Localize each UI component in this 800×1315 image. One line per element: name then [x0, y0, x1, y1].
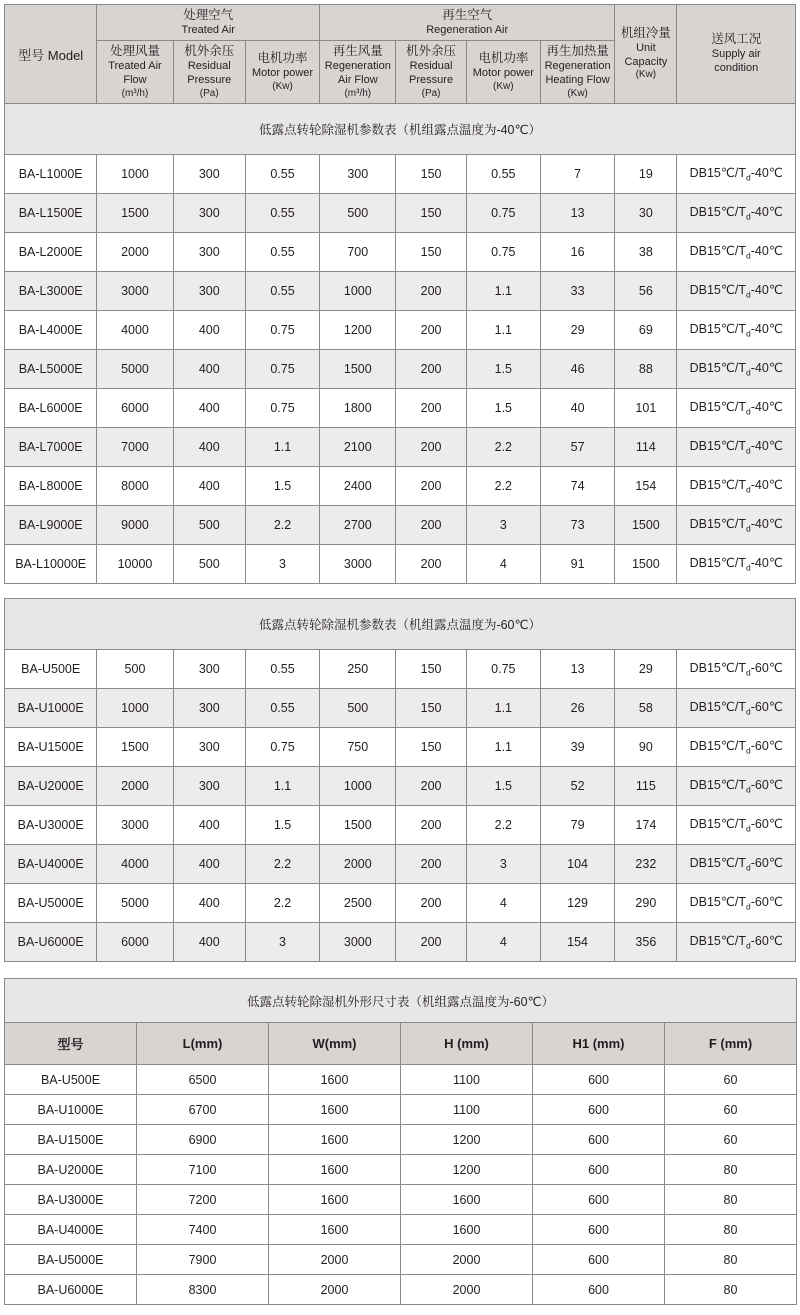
header-height: H (mm) [401, 1023, 533, 1065]
cell-regeneration-motor-power: 1.1 [466, 272, 540, 311]
cell-treated-residual-pressure: 300 [173, 194, 245, 233]
header-treated-residual-pressure: 机外余压 Residual Pressure (Pa) [173, 41, 245, 104]
cell-height1: 600 [533, 1095, 665, 1125]
cell-treated-air-flow: 1000 [97, 155, 173, 194]
cell-regeneration-air-flow: 250 [320, 650, 396, 689]
cell-regeneration-heating-flow: 13 [540, 194, 614, 233]
cell-f: 60 [665, 1095, 797, 1125]
cell-regeneration-residual-pressure: 200 [396, 428, 466, 467]
cell-supply-air-condition: $DB15℃/T_d-40℃$ [677, 389, 796, 428]
table-row [5, 1245, 797, 1275]
table-row [5, 845, 796, 884]
header-f: F (mm) [665, 1023, 797, 1065]
cell-regeneration-heating-flow: 52 [540, 767, 614, 806]
cell-regeneration-heating-flow: 13 [540, 650, 614, 689]
cell-regeneration-air-flow: 3000 [320, 545, 396, 584]
table-row [5, 1185, 797, 1215]
cell-regeneration-heating-flow: 33 [540, 272, 614, 311]
cell-height: 1200 [401, 1155, 533, 1185]
cell-unit-capacity: 19 [615, 155, 677, 194]
cell-model: BA-U1500E [5, 1125, 137, 1155]
cell-treated-residual-pressure: 400 [173, 467, 245, 506]
cell-regeneration-residual-pressure: 200 [396, 767, 466, 806]
cell-height1: 600 [533, 1185, 665, 1215]
cell-treated-motor-power: 1.5 [245, 467, 319, 506]
cell-regeneration-motor-power: 4 [466, 923, 540, 962]
cell-treated-motor-power: 0.75 [245, 389, 319, 428]
cell-model: BA-U4000E [5, 1215, 137, 1245]
cell-regeneration-residual-pressure: 150 [396, 233, 466, 272]
cell-regeneration-heating-flow: 26 [540, 689, 614, 728]
header-regeneration-heating-flow: 再生加热量 Regeneration Heating Flow (Kw) [540, 41, 614, 104]
cell-width: 1600 [269, 1155, 401, 1185]
cell-unit-capacity: 56 [615, 272, 677, 311]
cell-treated-air-flow: 1500 [97, 728, 173, 767]
cell-regeneration-heating-flow: 40 [540, 389, 614, 428]
header-length: L(mm) [137, 1023, 269, 1065]
cell-height1: 600 [533, 1125, 665, 1155]
table-row [5, 389, 796, 428]
dehumidifier-parameter-table [4, 4, 796, 962]
table-row [5, 428, 796, 467]
table-row [5, 272, 796, 311]
table-row [5, 728, 796, 767]
cell-supply-air-condition: $DB15℃/T_d-60℃$ [677, 728, 796, 767]
cell-treated-air-flow: 1000 [97, 689, 173, 728]
cell-regeneration-residual-pressure: 200 [396, 923, 466, 962]
cell-treated-air-flow: 2000 [97, 767, 173, 806]
cell-f: 60 [665, 1065, 797, 1095]
cell-height: 1100 [401, 1095, 533, 1125]
cell-treated-air-flow: 6000 [97, 923, 173, 962]
cell-supply-air-condition: $DB15℃/T_d-60℃$ [677, 806, 796, 845]
header-supply-air-condition: 送风工况 Supply air condition [677, 5, 796, 104]
cell-unit-capacity: 58 [615, 689, 677, 728]
cell-length: 7200 [137, 1185, 269, 1215]
cell-treated-residual-pressure: 300 [173, 767, 245, 806]
dimension-table-wrapper [4, 978, 796, 1305]
cell-regeneration-heating-flow: 16 [540, 233, 614, 272]
dimension-table-body [5, 979, 797, 1305]
cell-treated-motor-power: 1.1 [245, 767, 319, 806]
cell-model: BA-U500E [5, 650, 97, 689]
cell-supply-air-condition: $DB15℃/T_d-40℃$ [677, 311, 796, 350]
cell-regeneration-motor-power: 4 [466, 884, 540, 923]
cell-regeneration-residual-pressure: 200 [396, 506, 466, 545]
cell-regeneration-air-flow: 500 [320, 689, 396, 728]
header-height1: H1 (mm) [533, 1023, 665, 1065]
cell-treated-motor-power: 1.5 [245, 806, 319, 845]
cell-model: BA-L6000E [5, 389, 97, 428]
cell-treated-residual-pressure: 300 [173, 728, 245, 767]
cell-regeneration-residual-pressure: 200 [396, 311, 466, 350]
cell-height1: 600 [533, 1065, 665, 1095]
cell-treated-air-flow: 500 [97, 650, 173, 689]
cell-treated-residual-pressure: 400 [173, 884, 245, 923]
table-row [5, 923, 796, 962]
header-group-regeneration-air: 再生空气 Regeneration Air [320, 5, 615, 41]
cell-height: 1100 [401, 1065, 533, 1095]
spacer-cell [5, 584, 796, 599]
cell-model: BA-L9000E [5, 506, 97, 545]
cell-supply-air-condition: $DB15℃/T_d-40℃$ [677, 428, 796, 467]
cell-supply-air-condition: $DB15℃/T_d-60℃$ [677, 689, 796, 728]
cell-supply-air-condition: $DB15℃/T_d-40℃$ [677, 545, 796, 584]
dimension-table-title: 低露点转轮除湿机外形尺寸表（机组露点温度为-60℃） [5, 979, 797, 1023]
cell-supply-air-condition: $DB15℃/T_d-40℃$ [677, 467, 796, 506]
cell-supply-air-condition: $DB15℃/T_d-60℃$ [677, 923, 796, 962]
cell-regeneration-air-flow: 3000 [320, 923, 396, 962]
cell-treated-motor-power: 0.75 [245, 350, 319, 389]
cell-unit-capacity: 154 [615, 467, 677, 506]
cell-unit-capacity: 290 [615, 884, 677, 923]
cell-supply-air-condition: $DB15℃/T_d-60℃$ [677, 650, 796, 689]
cell-height: 1600 [401, 1215, 533, 1245]
header-unit-capacity: 机组冷量 Unit Capacity (Kw) [615, 5, 677, 104]
cell-model: BA-U2000E [5, 1155, 137, 1185]
header-model: 型号 [5, 1023, 137, 1065]
cell-treated-motor-power: 0.55 [245, 155, 319, 194]
table-row [5, 311, 796, 350]
cell-treated-residual-pressure: 300 [173, 272, 245, 311]
header-width: W(mm) [269, 1023, 401, 1065]
cell-unit-capacity: 1500 [615, 506, 677, 545]
header-group-row [5, 5, 796, 41]
cell-regeneration-residual-pressure: 150 [396, 194, 466, 233]
cell-f: 80 [665, 1155, 797, 1185]
cell-height: 1600 [401, 1185, 533, 1215]
cell-regeneration-air-flow: 1200 [320, 311, 396, 350]
cell-regeneration-residual-pressure: 200 [396, 467, 466, 506]
cell-regeneration-air-flow: 1500 [320, 350, 396, 389]
section-title-row [5, 104, 796, 155]
header-treated-motor-power: 电机功率 Motor power (Kw) [245, 41, 319, 104]
cell-treated-residual-pressure: 400 [173, 350, 245, 389]
cell-treated-residual-pressure: 300 [173, 155, 245, 194]
cell-supply-air-condition: $DB15℃/T_d-40℃$ [677, 194, 796, 233]
cell-width: 1600 [269, 1215, 401, 1245]
cell-regeneration-heating-flow: 57 [540, 428, 614, 467]
section-title-row [5, 599, 796, 650]
cell-regeneration-heating-flow: 7 [540, 155, 614, 194]
table-header [5, 5, 796, 104]
cell-height: 2000 [401, 1275, 533, 1305]
cell-treated-residual-pressure: 500 [173, 506, 245, 545]
cell-treated-air-flow: 7000 [97, 428, 173, 467]
cell-model: BA-L7000E [5, 428, 97, 467]
cell-regeneration-motor-power: 3 [466, 845, 540, 884]
cell-treated-air-flow: 4000 [97, 311, 173, 350]
table-row [5, 194, 796, 233]
cell-model: BA-L8000E [5, 467, 97, 506]
cell-width: 1600 [269, 1125, 401, 1155]
table-row [5, 884, 796, 923]
cell-regeneration-motor-power: 1.1 [466, 689, 540, 728]
cell-width: 2000 [269, 1275, 401, 1305]
table-row [5, 650, 796, 689]
cell-treated-residual-pressure: 400 [173, 389, 245, 428]
cell-model: BA-U6000E [5, 1275, 137, 1305]
cell-height1: 600 [533, 1275, 665, 1305]
cell-length: 6500 [137, 1065, 269, 1095]
table-row [5, 1065, 797, 1095]
table-section-gap [5, 584, 796, 599]
cell-supply-air-condition: $DB15℃/T_d-60℃$ [677, 845, 796, 884]
header-regeneration-air-flow: 再生风量 Regeneration Air Flow (m³/h) [320, 41, 396, 104]
cell-unit-capacity: 1500 [615, 545, 677, 584]
cell-supply-air-condition: $DB15℃/T_d-40℃$ [677, 233, 796, 272]
cell-regeneration-heating-flow: 74 [540, 467, 614, 506]
cell-regeneration-air-flow: 300 [320, 155, 396, 194]
header-group-treated-air: 处理空气 Treated Air [97, 5, 320, 41]
cell-supply-air-condition: $DB15℃/T_d-40℃$ [677, 506, 796, 545]
cell-regeneration-motor-power: 0.75 [466, 233, 540, 272]
cell-treated-motor-power: 0.55 [245, 272, 319, 311]
cell-treated-residual-pressure: 400 [173, 428, 245, 467]
cell-unit-capacity: 115 [615, 767, 677, 806]
cell-regeneration-heating-flow: 29 [540, 311, 614, 350]
cell-length: 8300 [137, 1275, 269, 1305]
cell-treated-air-flow: 9000 [97, 506, 173, 545]
cell-regeneration-heating-flow: 73 [540, 506, 614, 545]
cell-unit-capacity: 69 [615, 311, 677, 350]
table-row [5, 467, 796, 506]
header-regeneration-residual-pressure: 机外余压 Residual Pressure (Pa) [396, 41, 466, 104]
cell-regeneration-motor-power: 1.1 [466, 311, 540, 350]
cell-regeneration-motor-power: 2.2 [466, 467, 540, 506]
table-row [5, 233, 796, 272]
table-row [5, 689, 796, 728]
cell-f: 80 [665, 1215, 797, 1245]
cell-supply-air-condition: $DB15℃/T_d-40℃$ [677, 155, 796, 194]
cell-length: 6700 [137, 1095, 269, 1125]
cell-regeneration-residual-pressure: 150 [396, 650, 466, 689]
cell-regeneration-heating-flow: 79 [540, 806, 614, 845]
dimension-header-row [5, 1023, 797, 1065]
cell-length: 6900 [137, 1125, 269, 1155]
cell-regeneration-air-flow: 2700 [320, 506, 396, 545]
cell-regeneration-air-flow: 1000 [320, 272, 396, 311]
cell-treated-motor-power: 0.55 [245, 650, 319, 689]
cell-model: BA-U3000E [5, 1185, 137, 1215]
cell-unit-capacity: 174 [615, 806, 677, 845]
cell-regeneration-heating-flow: 39 [540, 728, 614, 767]
cell-length: 7400 [137, 1215, 269, 1245]
table-row [5, 806, 796, 845]
cell-regeneration-residual-pressure: 200 [396, 272, 466, 311]
dimension-table [4, 978, 797, 1305]
cell-regeneration-air-flow: 750 [320, 728, 396, 767]
table-row [5, 767, 796, 806]
cell-treated-residual-pressure: 400 [173, 845, 245, 884]
table-row [5, 1095, 797, 1125]
cell-unit-capacity: 90 [615, 728, 677, 767]
cell-regeneration-motor-power: 0.55 [466, 155, 540, 194]
cell-model: BA-U2000E [5, 767, 97, 806]
cell-model: BA-L1500E [5, 194, 97, 233]
cell-regeneration-heating-flow: 129 [540, 884, 614, 923]
cell-model: BA-U6000E [5, 923, 97, 962]
cell-regeneration-heating-flow: 91 [540, 545, 614, 584]
cell-treated-motor-power: 1.1 [245, 428, 319, 467]
spec-table-body [5, 104, 796, 962]
cell-width: 1600 [269, 1185, 401, 1215]
cell-regeneration-residual-pressure: 200 [396, 545, 466, 584]
cell-regeneration-residual-pressure: 200 [396, 884, 466, 923]
cell-model: BA-L2000E [5, 233, 97, 272]
cell-treated-motor-power: 0.75 [245, 728, 319, 767]
cell-treated-motor-power: 0.55 [245, 194, 319, 233]
cell-height: 2000 [401, 1245, 533, 1275]
cell-regeneration-motor-power: 2.2 [466, 806, 540, 845]
header-regeneration-motor-power: 电机功率 Motor power (Kw) [466, 41, 540, 104]
cell-length: 7100 [137, 1155, 269, 1185]
cell-treated-motor-power: 2.2 [245, 845, 319, 884]
cell-treated-residual-pressure: 300 [173, 650, 245, 689]
cell-f: 80 [665, 1275, 797, 1305]
cell-supply-air-condition: $DB15℃/T_d-40℃$ [677, 350, 796, 389]
cell-height1: 600 [533, 1155, 665, 1185]
cell-regeneration-residual-pressure: 150 [396, 689, 466, 728]
cell-unit-capacity: 88 [615, 350, 677, 389]
cell-unit-capacity: 38 [615, 233, 677, 272]
cell-model: BA-U4000E [5, 845, 97, 884]
cell-regeneration-air-flow: 1000 [320, 767, 396, 806]
cell-model: BA-U500E [5, 1065, 137, 1095]
cell-treated-motor-power: 0.55 [245, 689, 319, 728]
cell-regeneration-heating-flow: 46 [540, 350, 614, 389]
table-row [5, 1125, 797, 1155]
cell-width: 1600 [269, 1065, 401, 1095]
cell-treated-air-flow: 6000 [97, 389, 173, 428]
cell-regeneration-residual-pressure: 200 [396, 806, 466, 845]
cell-regeneration-air-flow: 2400 [320, 467, 396, 506]
section-title: 低露点转轮除湿机参数表（机组露点温度为-60℃） [5, 599, 796, 650]
cell-regeneration-residual-pressure: 150 [396, 728, 466, 767]
cell-model: BA-U1000E [5, 689, 97, 728]
cell-treated-air-flow: 3000 [97, 806, 173, 845]
cell-regeneration-residual-pressure: 150 [396, 155, 466, 194]
dimension-table-title-row [5, 979, 797, 1023]
cell-treated-air-flow: 1500 [97, 194, 173, 233]
cell-regeneration-motor-power: 0.75 [466, 650, 540, 689]
cell-regeneration-heating-flow: 154 [540, 923, 614, 962]
table-row [5, 155, 796, 194]
section-title: 低露点转轮除湿机参数表（机组露点温度为-40℃） [5, 104, 796, 155]
cell-model: BA-U3000E [5, 806, 97, 845]
cell-treated-residual-pressure: 400 [173, 806, 245, 845]
cell-unit-capacity: 30 [615, 194, 677, 233]
cell-treated-residual-pressure: 500 [173, 545, 245, 584]
cell-treated-motor-power: 2.2 [245, 506, 319, 545]
table-row [5, 545, 796, 584]
cell-supply-air-condition: $DB15℃/T_d-60℃$ [677, 767, 796, 806]
table-row [5, 506, 796, 545]
cell-f: 80 [665, 1185, 797, 1215]
cell-model: BA-U1500E [5, 728, 97, 767]
cell-height: 1200 [401, 1125, 533, 1155]
cell-treated-residual-pressure: 400 [173, 923, 245, 962]
cell-treated-motor-power: 3 [245, 545, 319, 584]
cell-regeneration-air-flow: 1800 [320, 389, 396, 428]
cell-regeneration-air-flow: 2500 [320, 884, 396, 923]
cell-regeneration-motor-power: 1.5 [466, 350, 540, 389]
cell-regeneration-motor-power: 4 [466, 545, 540, 584]
table-row [5, 350, 796, 389]
cell-treated-residual-pressure: 400 [173, 311, 245, 350]
cell-regeneration-motor-power: 2.2 [466, 428, 540, 467]
cell-height1: 600 [533, 1215, 665, 1245]
cell-supply-air-condition: $DB15℃/T_d-60℃$ [677, 884, 796, 923]
cell-f: 80 [665, 1245, 797, 1275]
cell-regeneration-air-flow: 2000 [320, 845, 396, 884]
cell-treated-air-flow: 2000 [97, 233, 173, 272]
cell-treated-motor-power: 3 [245, 923, 319, 962]
cell-model: BA-U5000E [5, 884, 97, 923]
cell-unit-capacity: 101 [615, 389, 677, 428]
cell-model: BA-U1000E [5, 1095, 137, 1125]
table-row [5, 1155, 797, 1185]
cell-model: BA-U5000E [5, 1245, 137, 1275]
cell-model: BA-L4000E [5, 311, 97, 350]
cell-unit-capacity: 356 [615, 923, 677, 962]
cell-width: 2000 [269, 1245, 401, 1275]
cell-unit-capacity: 114 [615, 428, 677, 467]
header-model: 型号 Model [5, 5, 97, 104]
cell-regeneration-air-flow: 700 [320, 233, 396, 272]
cell-regeneration-motor-power: 1.5 [466, 767, 540, 806]
cell-regeneration-motor-power: 3 [466, 506, 540, 545]
cell-height1: 600 [533, 1245, 665, 1275]
cell-length: 7900 [137, 1245, 269, 1275]
cell-treated-air-flow: 3000 [97, 272, 173, 311]
cell-treated-air-flow: 8000 [97, 467, 173, 506]
cell-regeneration-motor-power: 1.1 [466, 728, 540, 767]
cell-treated-air-flow: 5000 [97, 350, 173, 389]
cell-unit-capacity: 232 [615, 845, 677, 884]
cell-regeneration-residual-pressure: 200 [396, 845, 466, 884]
table-row [5, 1275, 797, 1305]
cell-treated-air-flow: 4000 [97, 845, 173, 884]
cell-model: BA-L10000E [5, 545, 97, 584]
cell-regeneration-heating-flow: 104 [540, 845, 614, 884]
cell-treated-air-flow: 5000 [97, 884, 173, 923]
cell-regeneration-motor-power: 0.75 [466, 194, 540, 233]
cell-model: BA-L1000E [5, 155, 97, 194]
cell-treated-motor-power: 0.75 [245, 311, 319, 350]
cell-model: BA-L3000E [5, 272, 97, 311]
cell-treated-residual-pressure: 300 [173, 689, 245, 728]
cell-f: 60 [665, 1125, 797, 1155]
table-row [5, 1215, 797, 1245]
cell-regeneration-air-flow: 2100 [320, 428, 396, 467]
cell-regeneration-residual-pressure: 200 [396, 350, 466, 389]
cell-unit-capacity: 29 [615, 650, 677, 689]
cell-model: BA-L5000E [5, 350, 97, 389]
cell-treated-motor-power: 0.55 [245, 233, 319, 272]
cell-treated-air-flow: 10000 [97, 545, 173, 584]
cell-regeneration-air-flow: 1500 [320, 806, 396, 845]
cell-regeneration-residual-pressure: 200 [396, 389, 466, 428]
header-treated-air-flow: 处理风量 Treated Air Flow (m³/h) [97, 41, 173, 104]
cell-supply-air-condition: $DB15℃/T_d-40℃$ [677, 272, 796, 311]
cell-treated-residual-pressure: 300 [173, 233, 245, 272]
cell-regeneration-air-flow: 500 [320, 194, 396, 233]
cell-width: 1600 [269, 1095, 401, 1125]
cell-regeneration-motor-power: 1.5 [466, 389, 540, 428]
cell-treated-motor-power: 2.2 [245, 884, 319, 923]
